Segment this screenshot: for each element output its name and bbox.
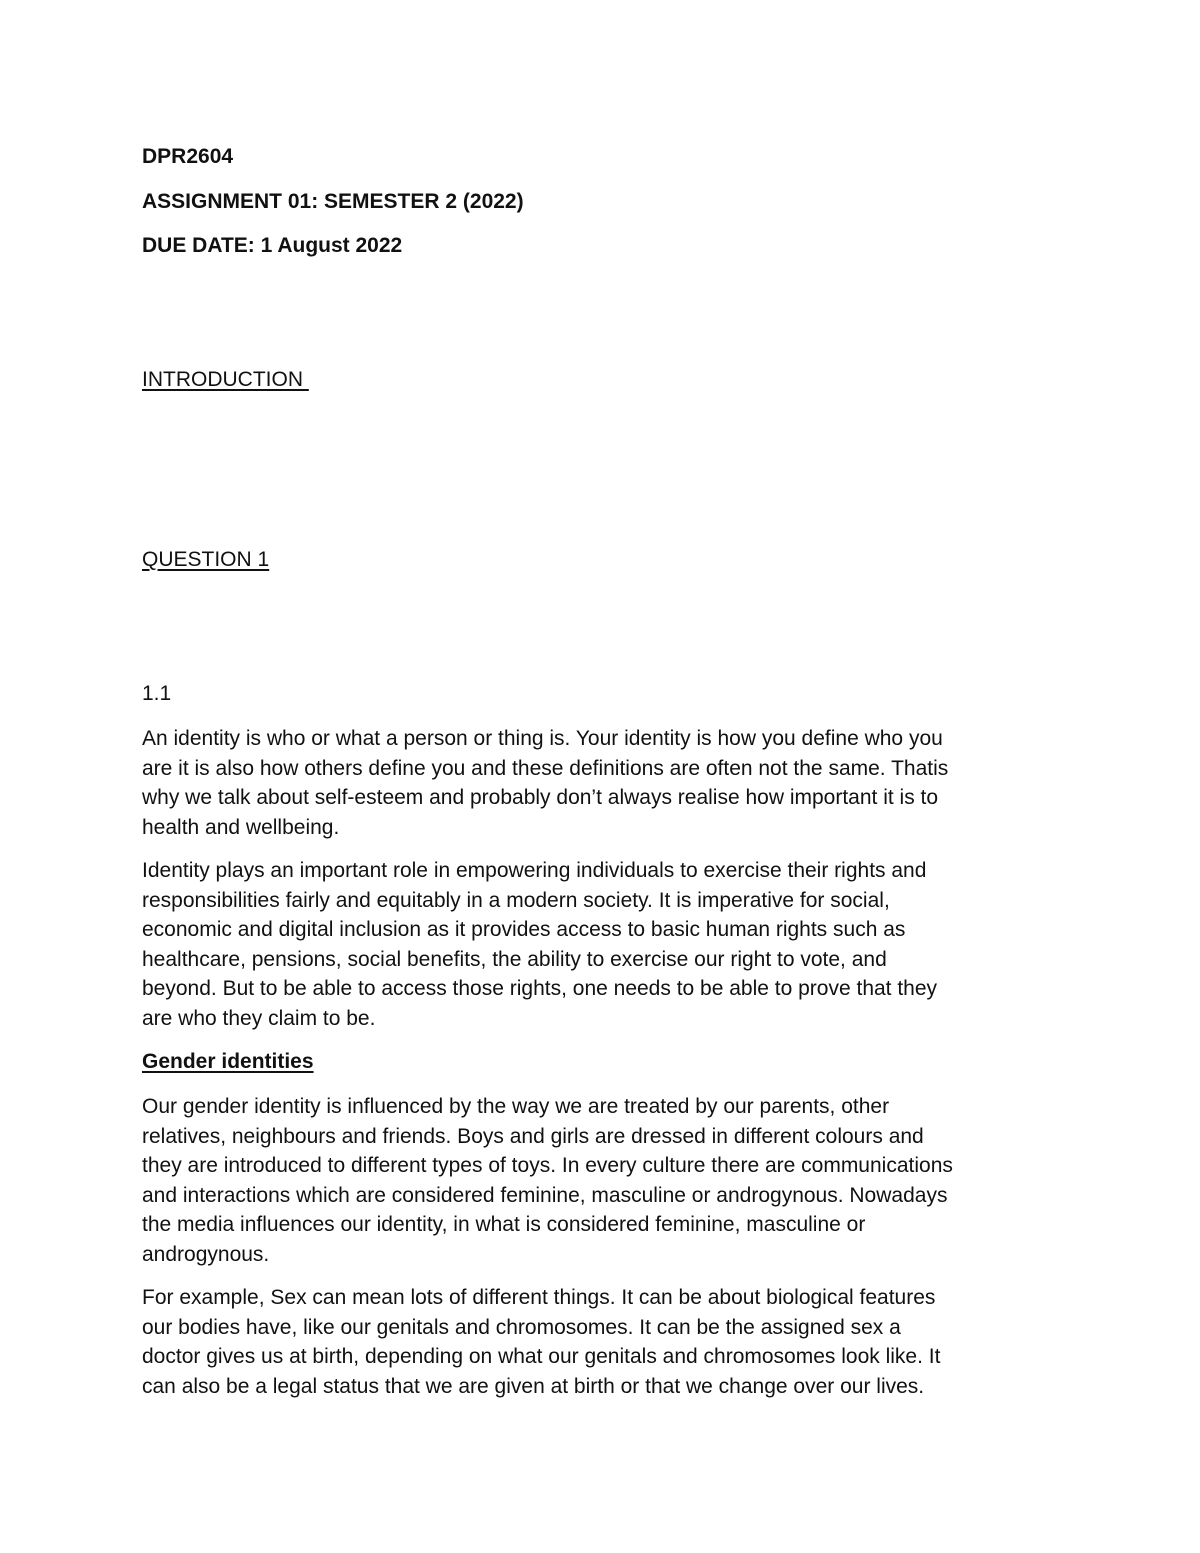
paragraph-identity-definition — [142, 724, 1062, 842]
paragraph-line: the media influences our identity, in what is considered feminine, masculine or — [142, 1213, 866, 1237]
paragraph-line: Identity plays an important role in empowering individuals to exercise their rights and — [142, 859, 927, 882]
paragraph-gender-identity — [142, 1092, 1062, 1270]
gender-identities-subheading: Gender identities — [142, 1050, 314, 1073]
question-number: 1.1 — [142, 682, 172, 705]
paragraph-line: economic and digital inclusion as it provides access to basic human rights such as — [142, 918, 906, 942]
paragraph-line: An identity is who or what a person or thing is. Your identity is how you define who you — [142, 727, 943, 750]
introduction-heading: INTRODUCTION — [142, 368, 309, 391]
paragraph-line: androgynous. — [142, 1242, 270, 1266]
paragraph-line: our bodies have, like our genitals and chromosomes. It can be the assigned sex a — [142, 1315, 901, 1339]
paragraph-line: responsibilities fairly and equitably in a modern society. It is imperative for social, — [142, 888, 890, 912]
paragraph-line: relatives, neighbours and friends. Boys and girls are dressed in different colours and — [142, 1124, 924, 1148]
paragraph-line: Our gender identity is influenced by the way we are treated by our parents, other — [142, 1095, 890, 1118]
paragraph-identity-role — [142, 856, 1062, 1034]
paragraph-line: and interactions which are considered feminine, masculine or androgynous. Nowadays — [142, 1183, 948, 1207]
paragraph-line: For example, Sex can mean lots of different things. It can be about biological features — [142, 1286, 936, 1309]
paragraph-sex-example — [142, 1283, 1062, 1401]
paragraph-line: are it is also how others define you and these definitions are often not the same. Thatis — [142, 756, 949, 780]
paragraph-line: doctor gives us at birth, depending on what our genitals and chromosomes look like. It — [142, 1345, 941, 1369]
paragraph-line: they are introduced to different types of toys. In every culture there are communications — [142, 1154, 953, 1178]
paragraph-line: health and wellbeing. — [142, 815, 340, 839]
course-code: DPR2604 — [142, 145, 234, 168]
question-heading: QUESTION 1 — [142, 548, 270, 571]
paragraph-line: healthcare, pensions, social benefits, the ability to exercise our right to vote, and — [142, 947, 887, 971]
assignment-title: ASSIGNMENT 01: SEMESTER 2 (2022) — [142, 190, 524, 213]
paragraph-line: can also be a legal status that we are given at birth or that we change over our lives. — [142, 1374, 925, 1398]
paragraph-line: why we talk about self-esteem and probably don’t always realise how important it is to — [142, 786, 939, 810]
paragraph-line: are who they claim to be. — [142, 1006, 376, 1030]
due-date: DUE DATE: 1 August 2022 — [142, 234, 403, 257]
paragraph-line: beyond. But to be able to access those rights, one needs to be able to prove that they — [142, 977, 938, 1001]
